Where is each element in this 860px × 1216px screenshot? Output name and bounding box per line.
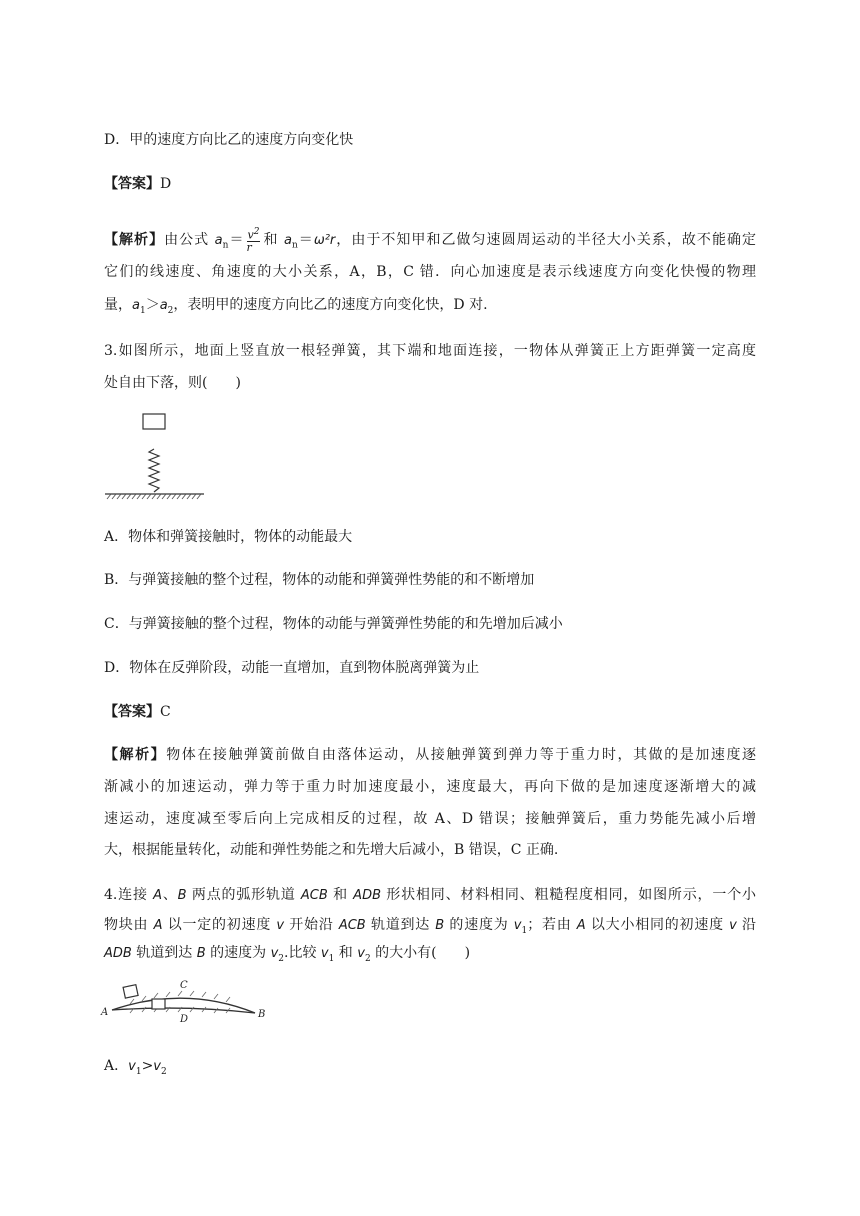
answer-value: D	[160, 176, 172, 192]
q3-option-d: D．物体在反弹阶段，动能一直增加，直到物体脱离弹簧为止	[104, 660, 480, 676]
q4-stem-line-2: 物块由 A 以一定的初速度 v 开始沿 ACB 轨道到达 B 的速度为 $v_1$；若由 A 以大小相同的初速度 v 沿	[104, 917, 757, 936]
q3-analysis-line-3: 速运动，速度减至零后向上完成相反的过程，故 A、D 错误；接触弹簧后，重力势能先减小后增	[104, 811, 756, 827]
fig-label-c: C	[180, 980, 188, 991]
formula-fraction: $\frac{v^2}{r}$	[246, 227, 260, 254]
q4-stem-line-3: ADB 轨道到达 B 的速度为 $v_2$.比较 $v_1$ 和 $v_2$ 的大小有( )	[104, 945, 471, 964]
q3-analysis-line-1: 【解析】物体在接触弹簧前做自由落体运动，从接触弹簧到弹力等于重力时，其做的是加速度逐	[104, 747, 757, 763]
q3-stem-line-1: 3.如图所示，地面上竖直放一根轻弹簧，其下端和地面连接，一物体从弹簧正上方距弹簧一定高度	[104, 343, 756, 359]
fig-label-d: D	[180, 1014, 189, 1025]
answer-value: C	[160, 704, 171, 720]
fig-label-a: A	[101, 1007, 109, 1018]
q4-option-a: A．$v_1>v_2$	[104, 1058, 167, 1077]
fig-label-b: B	[258, 1009, 266, 1020]
q3-stem-line-2: 处自由下落，则( )	[104, 375, 241, 391]
arc-track-figure	[100, 975, 270, 1035]
answer-tag: 【答案】	[104, 704, 160, 720]
q2-analysis-line-1: 【解析】由公式 $a_n=$ $\frac{v^2}{r}$ 和 $a_n=\omega^2r$，由于不知甲和乙做匀速圆周运动的半径大小关系，故不能确定	[104, 227, 757, 254]
q2-option-d: D．甲的速度方向比乙的速度方向变化快	[104, 132, 354, 148]
answer-tag: 【答案】	[104, 176, 160, 192]
q3-answer	[104, 702, 171, 722]
analysis-tag: 【解析】	[104, 231, 165, 248]
q3-analysis-line-2: 渐减小的加速运动，弹力等于重力时加速度最小，速度最大，再向下做的是加速度逐渐增大的减	[104, 779, 756, 795]
analysis-tag: 【解析】	[104, 747, 167, 763]
q3-analysis-line-4: 大，根据能量转化，动能和弹性势能之和先增大后减小，B 错误，C 正确.	[104, 842, 559, 858]
q2-answer	[104, 174, 171, 194]
spring-figure	[100, 408, 210, 500]
q3-option-c: C．与弹簧接触的整个过程，物体的动能与弹簧弹性势能的和先增加后减小	[104, 616, 563, 632]
q3-option-a: A．物体和弹簧接触时，物体的动能最大	[104, 529, 353, 545]
q2-analysis-line-3: 量，$a_1>a_2$，表明甲的速度方向比乙的速度方向变化快，D 对.	[104, 297, 488, 316]
q4-stem-line-1: 4.连接 A、B 两点的弧形轨道 ACB 和 ADB 形状相同、材料相同、粗糙程度相同，如图所示，一个小	[104, 887, 757, 903]
q3-option-b: B．与弹簧接触的整个过程，物体的动能和弹簧弹性势能的和不断增加	[104, 572, 535, 588]
q2-analysis-line-2: 它们的线速度、角速度的大小关系，A，B，C 错．向心加速度是表示线速度方向变化快慢的物理	[104, 264, 756, 280]
